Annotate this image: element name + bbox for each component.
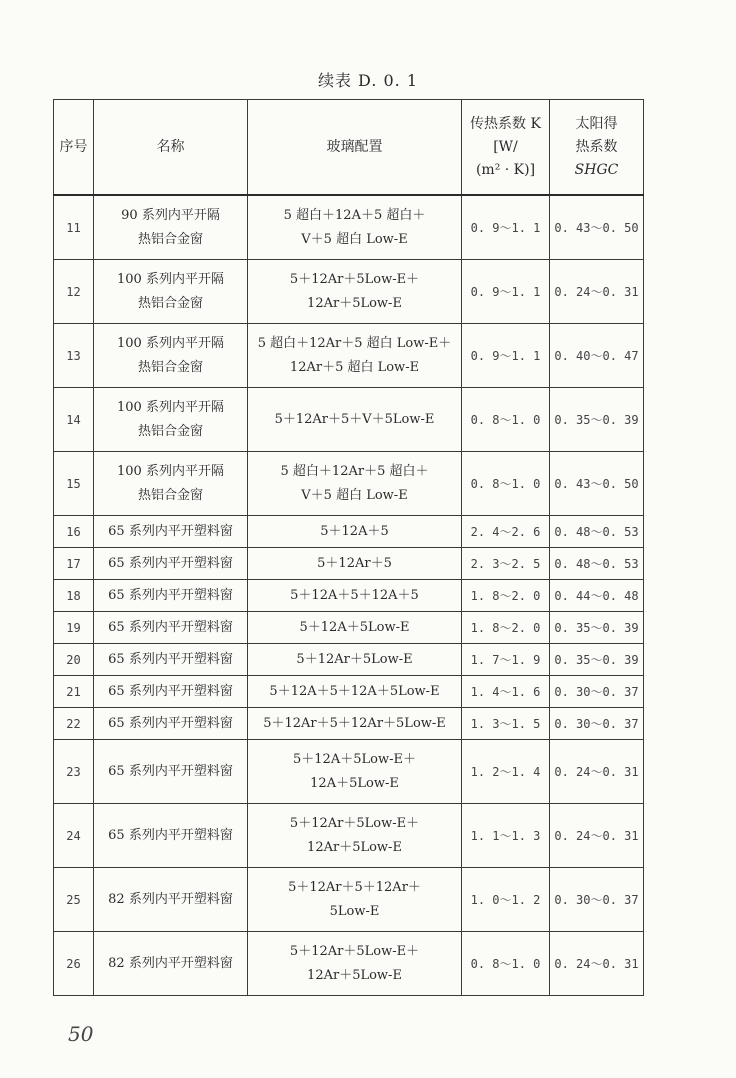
row-k-value: 0. 8～1. 0 bbox=[462, 452, 550, 516]
row-glass-config: 5＋12Ar＋5Low-E＋ 12Ar＋5Low-E bbox=[248, 932, 462, 996]
table-row bbox=[54, 868, 644, 932]
window-glass-spec-table bbox=[53, 99, 644, 996]
table-row bbox=[54, 644, 644, 676]
row-name: 65 系列内平开塑料窗 bbox=[94, 676, 248, 708]
row-k-value: 0. 8～1. 0 bbox=[462, 388, 550, 452]
row-glass-config: 5＋12A＋5＋12A＋5Low-E bbox=[248, 676, 462, 708]
table-body bbox=[54, 195, 644, 996]
row-k-value: 1. 0～1. 2 bbox=[462, 868, 550, 932]
row-shgc-value: 0. 43～0. 50 bbox=[550, 195, 644, 260]
row-seq: 17 bbox=[54, 548, 94, 580]
row-glass-config: 5＋12A＋5Low-E＋ 12A＋5Low-E bbox=[248, 740, 462, 804]
row-k-value: 1. 8～2. 0 bbox=[462, 612, 550, 644]
row-glass-config: 5＋12Ar＋5 bbox=[248, 548, 462, 580]
table-row bbox=[54, 260, 644, 324]
row-shgc-value: 0. 24～0. 31 bbox=[550, 260, 644, 324]
table-row bbox=[54, 740, 644, 804]
row-k-value: 0. 9～1. 1 bbox=[462, 260, 550, 324]
row-name: 65 系列内平开塑料窗 bbox=[94, 804, 248, 868]
table-row bbox=[54, 676, 644, 708]
row-glass-config: 5＋12A＋5＋12A＋5 bbox=[248, 580, 462, 612]
row-name: 65 系列内平开塑料窗 bbox=[94, 740, 248, 804]
row-k-value: 1. 2～1. 4 bbox=[462, 740, 550, 804]
row-seq: 15 bbox=[54, 452, 94, 516]
row-shgc-value: 0. 35～0. 39 bbox=[550, 644, 644, 676]
row-glass-config: 5＋12A＋5Low-E bbox=[248, 612, 462, 644]
header-heat-transfer-k: 传热系数 K [W/ (m² · K)] bbox=[462, 100, 550, 196]
table-header-row bbox=[54, 100, 644, 196]
table-row bbox=[54, 804, 644, 868]
row-k-value: 1. 7～1. 9 bbox=[462, 644, 550, 676]
table-row bbox=[54, 580, 644, 612]
row-shgc-value: 0. 48～0. 53 bbox=[550, 516, 644, 548]
row-name: 65 系列内平开塑料窗 bbox=[94, 644, 248, 676]
row-k-value: 0. 9～1. 1 bbox=[462, 195, 550, 260]
row-seq: 11 bbox=[54, 195, 94, 260]
row-shgc-value: 0. 48～0. 53 bbox=[550, 548, 644, 580]
row-shgc-value: 0. 44～0. 48 bbox=[550, 580, 644, 612]
row-shgc-value: 0. 43～0. 50 bbox=[550, 452, 644, 516]
row-glass-config: 5 超白＋12Ar＋5 超白＋ V＋5 超白 Low-E bbox=[248, 452, 462, 516]
row-seq: 16 bbox=[54, 516, 94, 548]
row-glass-config: 5 超白＋12A＋5 超白＋ V＋5 超白 Low-E bbox=[248, 195, 462, 260]
row-glass-config: 5 超白＋12Ar＋5 超白 Low-E＋ 12Ar＋5 超白 Low-E bbox=[248, 324, 462, 388]
table-row bbox=[54, 324, 644, 388]
row-name: 100 系列内平开隔 热铝合金窗 bbox=[94, 324, 248, 388]
row-k-value: 1. 3～1. 5 bbox=[462, 708, 550, 740]
header-shgc bbox=[550, 100, 644, 196]
row-seq: 26 bbox=[54, 932, 94, 996]
row-shgc-value: 0. 35～0. 39 bbox=[550, 612, 644, 644]
table-row bbox=[54, 195, 644, 260]
row-shgc-value: 0. 30～0. 37 bbox=[550, 868, 644, 932]
row-shgc-value: 0. 24～0. 31 bbox=[550, 740, 644, 804]
row-name: 100 系列内平开隔 热铝合金窗 bbox=[94, 260, 248, 324]
row-shgc-value: 0. 40～0. 47 bbox=[550, 324, 644, 388]
row-k-value: 1. 1～1. 3 bbox=[462, 804, 550, 868]
row-seq: 19 bbox=[54, 612, 94, 644]
row-glass-config: 5＋12Ar＋5Low-E＋ 12Ar＋5Low-E bbox=[248, 260, 462, 324]
row-name: 65 系列内平开塑料窗 bbox=[94, 580, 248, 612]
row-seq: 18 bbox=[54, 580, 94, 612]
table-row bbox=[54, 548, 644, 580]
row-name: 100 系列内平开隔 热铝合金窗 bbox=[94, 452, 248, 516]
row-glass-config: 5＋12Ar＋5Low-E＋ 12Ar＋5Low-E bbox=[248, 804, 462, 868]
row-seq: 14 bbox=[54, 388, 94, 452]
row-k-value: 1. 4～1. 6 bbox=[462, 676, 550, 708]
row-seq: 13 bbox=[54, 324, 94, 388]
row-seq: 23 bbox=[54, 740, 94, 804]
page-number: 50 bbox=[68, 1022, 94, 1046]
row-glass-config: 5＋12Ar＋5＋12Ar＋5Low-E bbox=[248, 708, 462, 740]
row-seq: 20 bbox=[54, 644, 94, 676]
row-seq: 21 bbox=[54, 676, 94, 708]
row-name: 65 系列内平开塑料窗 bbox=[94, 516, 248, 548]
table-row bbox=[54, 932, 644, 996]
header-seq: 序号 bbox=[54, 100, 94, 196]
header-shgc-abbr: SHGC bbox=[574, 161, 619, 178]
row-k-value: 2. 3～2. 5 bbox=[462, 548, 550, 580]
row-name: 65 系列内平开塑料窗 bbox=[94, 612, 248, 644]
row-name: 82 系列内平开塑料窗 bbox=[94, 932, 248, 996]
row-k-value: 0. 8～1. 0 bbox=[462, 932, 550, 996]
row-seq: 12 bbox=[54, 260, 94, 324]
row-k-value: 2. 4～2. 6 bbox=[462, 516, 550, 548]
header-shgc-label: 太阳得 热系数 bbox=[575, 115, 618, 155]
row-k-value: 0. 9～1. 1 bbox=[462, 324, 550, 388]
table-row bbox=[54, 708, 644, 740]
row-name: 65 系列内平开塑料窗 bbox=[94, 708, 248, 740]
row-k-value: 1. 8～2. 0 bbox=[462, 580, 550, 612]
row-glass-config: 5＋12Ar＋5＋V＋5Low-E bbox=[248, 388, 462, 452]
row-shgc-value: 0. 35～0. 39 bbox=[550, 388, 644, 452]
row-shgc-value: 0. 30～0. 37 bbox=[550, 708, 644, 740]
row-seq: 22 bbox=[54, 708, 94, 740]
row-shgc-value: 0. 24～0. 31 bbox=[550, 932, 644, 996]
row-name: 100 系列内平开隔 热铝合金窗 bbox=[94, 388, 248, 452]
row-seq: 25 bbox=[54, 868, 94, 932]
row-glass-config: 5＋12Ar＋5＋12Ar＋ 5Low-E bbox=[248, 868, 462, 932]
header-glass-config: 玻璃配置 bbox=[248, 100, 462, 196]
table-row bbox=[54, 452, 644, 516]
row-glass-config: 5＋12A＋5 bbox=[248, 516, 462, 548]
row-name: 82 系列内平开塑料窗 bbox=[94, 868, 248, 932]
header-name: 名称 bbox=[94, 100, 248, 196]
row-seq: 24 bbox=[54, 804, 94, 868]
row-shgc-value: 0. 24～0. 31 bbox=[550, 804, 644, 868]
row-name: 65 系列内平开塑料窗 bbox=[94, 548, 248, 580]
table-row bbox=[54, 388, 644, 452]
row-glass-config: 5＋12Ar＋5Low-E bbox=[248, 644, 462, 676]
row-name: 90 系列内平开隔 热铝合金窗 bbox=[94, 195, 248, 260]
table-row bbox=[54, 516, 644, 548]
table-caption: 续表 D. 0. 1 bbox=[317, 71, 419, 90]
row-shgc-value: 0. 30～0. 37 bbox=[550, 676, 644, 708]
table-row bbox=[54, 612, 644, 644]
